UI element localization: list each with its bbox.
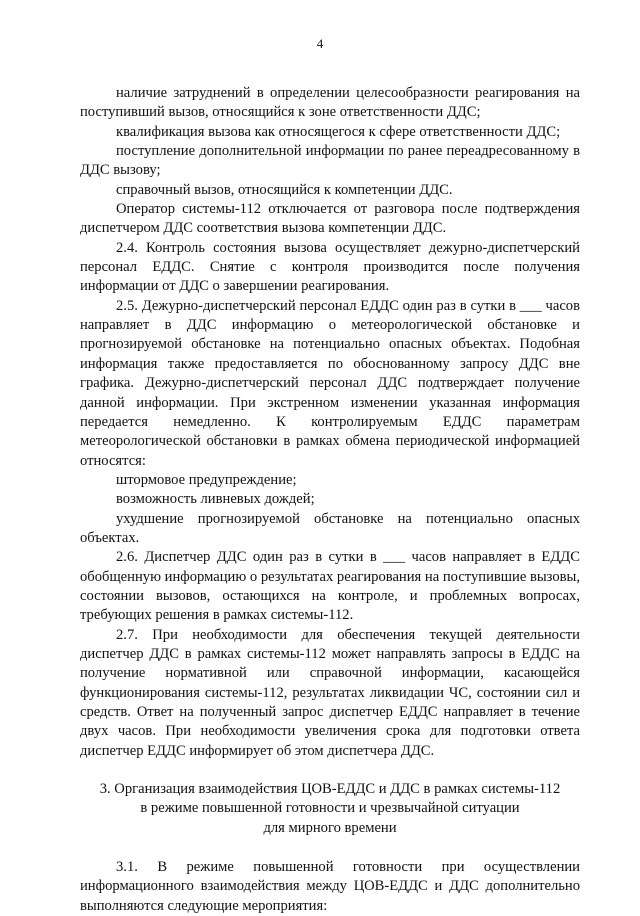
list-item-heavy-rain: возможность ливневых дождей;: [116, 491, 315, 508]
section-heading-line-3: для мирного времени: [263, 819, 397, 836]
paragraph-2-4: 2.4. Контроль состояния вызова осуществляет дежурно-диспетчерский персонал ЕДДС. Снятие с контроля производится после получения информации от ДДС о завершении реагирования.: [80, 239, 580, 295]
page-body: [80, 84, 580, 916]
list-item-additional-info: поступление дополнительной информации по ранее переадресованному в ДДС вызову;: [80, 143, 580, 179]
page-number: 4: [316, 36, 324, 51]
section-heading-line-2: в режиме повышенной готовности и чрезвычайной ситуации: [140, 800, 520, 817]
paragraph-2-7: 2.7. При необходимости для обеспечения текущей деятельности диспетчер ДДС в рамках системы-112 может направлять запросы в ЕДДС на получение нормативной или справочной информации, касающейся функционирования системы-112, результатах ликвидации ЧС, состоянии сил и средств. Ответ на полученный запрос диспетчер ЕДДС направляет в течение двух часов. При необходимости увеличения срока для подготовки ответа диспетчер ЕДДС информирует об этом диспетчера ДДС.: [80, 626, 580, 759]
paragraph-operator-disconnect: Оператор системы-112 отключается от разговора после подтверждения диспетчером ДДС соответствия вызова компетенции ДДС.: [80, 201, 580, 237]
paragraph-2-6: 2.6. Диспетчер ДДС один раз в сутки в ___ часов направляет в ЕДДС обобщенную информацию о результатах реагирования на поступившие вызовы, состоянии вызовов, остающихся на контроле, и проблемных вопросах, требующих решения в рамках системы-112.: [80, 549, 580, 624]
section-heading-line-1: 3. Организация взаимодействия ЦОВ-ЕДДС и ДДС в рамках системы-112: [99, 781, 561, 798]
list-item-worsening-forecast: ухудшение прогнозируемой обстановке на потенциально опасных объектах.: [80, 510, 580, 546]
section-heading: [80, 780, 580, 838]
paragraph-3-1: 3.1. В режиме повышенной готовности при осуществлении информационного взаимодействия между ЦОВ-ЕДДС и ДДС дополнительно выполняются следующие мероприятия:: [80, 859, 580, 914]
list-item-difficulty: наличие затруднений в определении целесообразности реагирования на поступивший вызов, относящийся к зоне ответственности ДДС;: [80, 85, 580, 121]
paragraph-2-5: 2.5. Дежурно-диспетчерский персонал ЕДДС один раз в сутки в ___ часов направляет в ДДС информацию о метеорологической обстановке и прогнозируемой обстановке на потенциально опасных объектах. Подобная информация также предоставляется по обоснованному запросу ДДС вне графика. Дежурно-диспетчерский персонал ДДС подтверждает получение данной информации. При экстренном изменении указанная информация передается немедленно. К контролируемым ЕДДС параметрам метеорологической обстановки в рамках обмена периодической информацией относятся:: [80, 297, 580, 469]
list-item-storm-warning: штормовое предупреждение;: [116, 471, 297, 488]
list-item-qualification: квалификация вызова как относящегося к сфере ответственности ДДС;: [116, 123, 561, 140]
list-item-reference-call: справочный вызов, относящийся к компетенции ДДС.: [116, 181, 453, 198]
